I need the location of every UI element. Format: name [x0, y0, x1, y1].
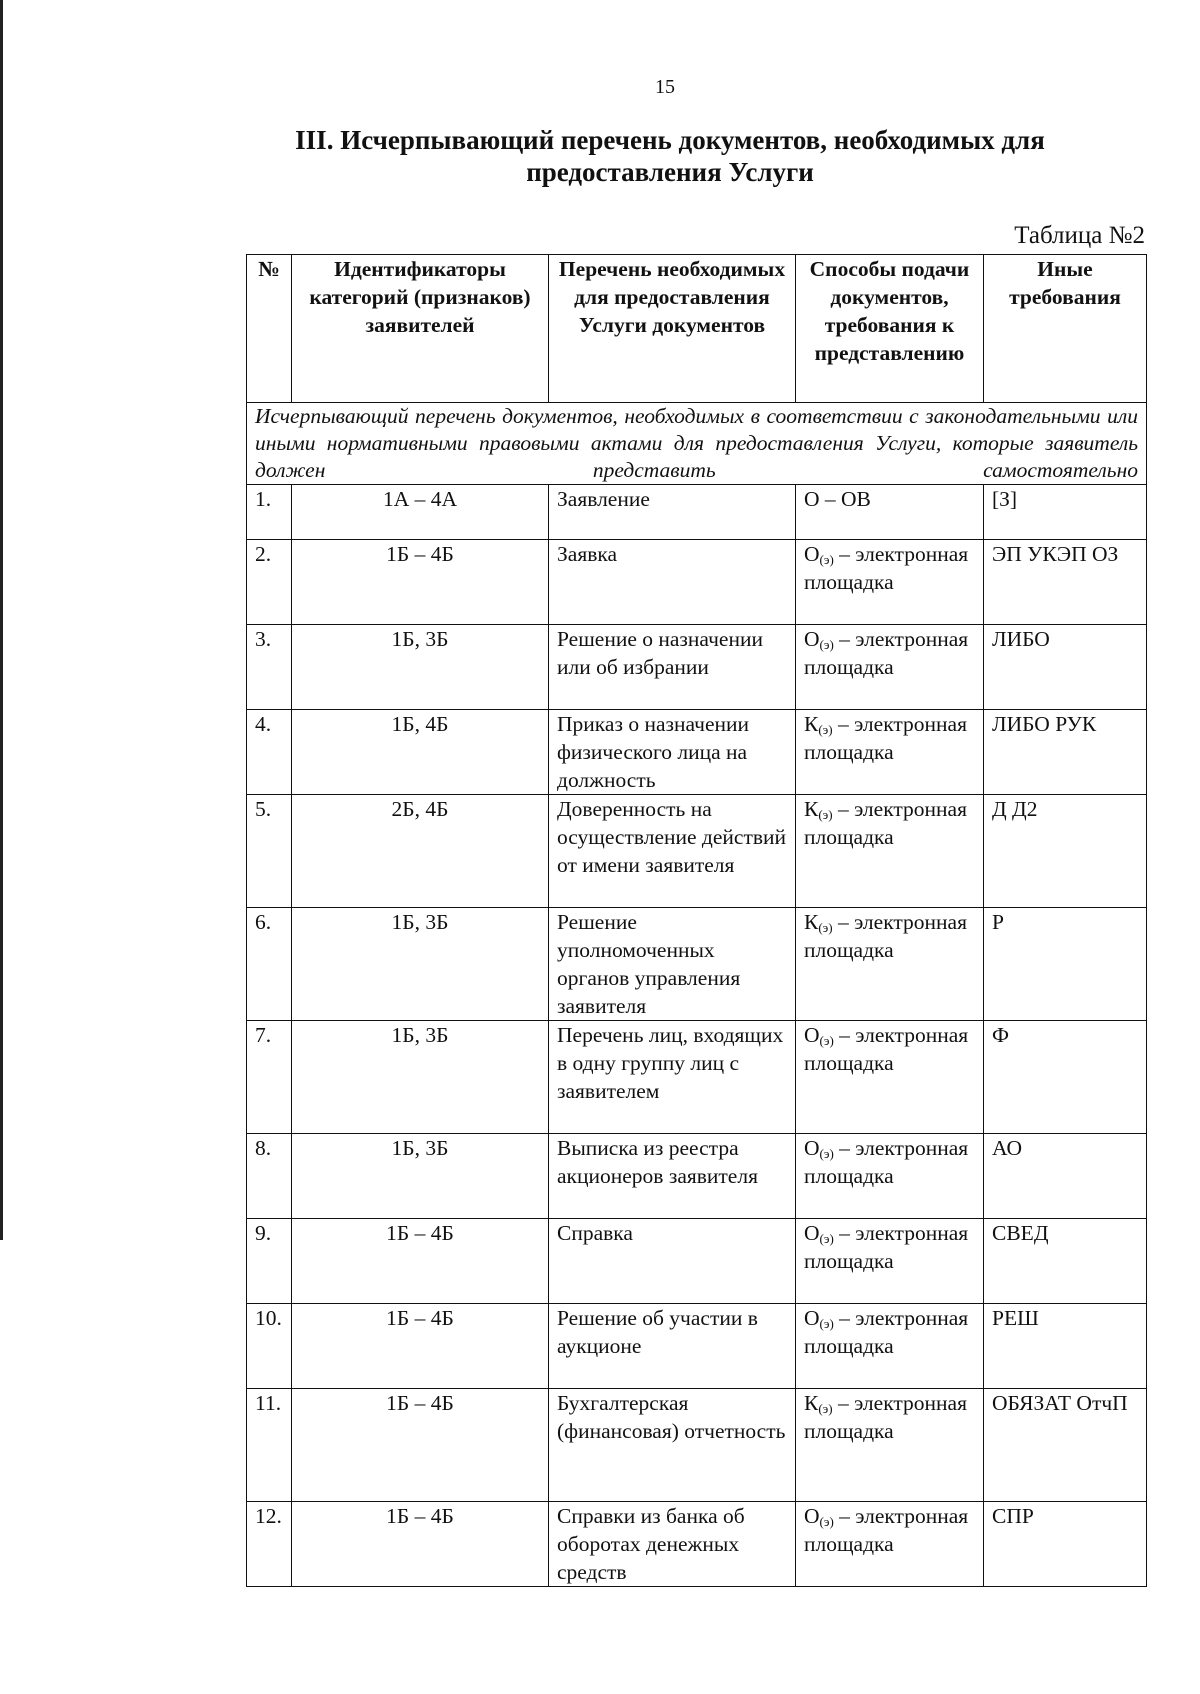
method-code: О: [804, 1504, 820, 1528]
method-subscript: (э): [819, 1316, 834, 1331]
row-other-requirements: ЛИБО: [984, 625, 1147, 710]
row-document: Решение об участии в аукционе: [549, 1304, 796, 1389]
table-row: [247, 1304, 1147, 1389]
row-categories: 1Б, 3Б: [292, 1134, 549, 1219]
table-row: [247, 908, 1147, 1021]
documents-table: [246, 254, 1147, 1587]
row-document: Перечень лиц, входящих в одну группу лиц с заявителем: [549, 1021, 796, 1134]
method-subscript: (э): [818, 722, 833, 737]
row-document: Доверенность на осуществление действий от имени заявителя: [549, 795, 796, 908]
row-number: 6.: [247, 908, 292, 1021]
header-documents: Перечень необходимых для предоставления Услуги документов: [549, 255, 796, 403]
row-method: [796, 1304, 984, 1389]
row-categories: 1Б, 3Б: [292, 625, 549, 710]
section-intro-row: [247, 403, 1147, 485]
row-document: Справки из банка об оборотах денежных средств: [549, 1502, 796, 1587]
row-number: 8.: [247, 1134, 292, 1219]
row-method: [796, 1134, 984, 1219]
heading-line-1: III. Исчерпывающий перечень документов, необходимых для: [295, 125, 1045, 155]
method-description: – электронная площадка: [804, 910, 967, 962]
row-categories: 2Б, 4Б: [292, 795, 549, 908]
row-number: 7.: [247, 1021, 292, 1134]
table-label: Таблица №2: [1014, 222, 1145, 249]
method-description: – электронная площадка: [804, 542, 969, 594]
method-description: – электронная площадка: [804, 1391, 967, 1443]
method-subscript: (э): [819, 1514, 834, 1529]
section-heading: [245, 124, 1095, 188]
table-row: [247, 540, 1147, 625]
table-row: [247, 625, 1147, 710]
row-categories: 1Б – 4Б: [292, 1389, 549, 1502]
method-description: – электронная площадка: [804, 627, 969, 679]
header-categories: Идентификаторы категорий (признаков) заявителей: [292, 255, 549, 403]
row-categories: 1А – 4А: [292, 485, 549, 540]
method-description: – электронная площадка: [804, 1136, 969, 1188]
row-method: [796, 908, 984, 1021]
method-code: О: [804, 542, 820, 566]
header-num: №: [247, 255, 292, 403]
row-other-requirements: ОБЯЗАТ ОтчП: [984, 1389, 1147, 1502]
header-methods: Способы подачи документов, требования к представлению: [796, 255, 984, 403]
row-number: 3.: [247, 625, 292, 710]
row-number: 4.: [247, 710, 292, 795]
row-other-requirements: РЕШ: [984, 1304, 1147, 1389]
method-code: О: [804, 1136, 820, 1160]
row-other-requirements: [З]: [984, 485, 1147, 540]
row-number: 9.: [247, 1219, 292, 1304]
method-code: К: [804, 712, 819, 736]
row-other-requirements: Р: [984, 908, 1147, 1021]
row-categories: 1Б – 4Б: [292, 1502, 549, 1587]
method-subscript: (э): [819, 552, 834, 567]
row-document: Выписка из реестра акционеров заявителя: [549, 1134, 796, 1219]
method-code: О: [804, 1023, 820, 1047]
row-number: 1.: [247, 485, 292, 540]
table-row: [247, 710, 1147, 795]
row-number: 10.: [247, 1304, 292, 1389]
method-description: – электронная площадка: [804, 1504, 969, 1556]
method-subscript: (э): [819, 1146, 834, 1161]
method-subscript: (э): [819, 637, 834, 652]
section-intro: Исчерпывающий перечень документов, необходимых в соответствии с законодательными или иными нормативными правовыми актами для предоставления Услуги, которые заявитель должен представить самостоятельно: [247, 403, 1147, 485]
method-subscript: (э): [818, 920, 833, 935]
row-categories: 1Б – 4Б: [292, 1219, 549, 1304]
row-categories: 1Б, 3Б: [292, 908, 549, 1021]
row-categories: 1Б, 3Б: [292, 1021, 549, 1134]
method-description: – электронная площадка: [804, 1306, 969, 1358]
row-method: [796, 1219, 984, 1304]
table-row: [247, 1219, 1147, 1304]
row-number: 5.: [247, 795, 292, 908]
row-document: Заявление: [549, 485, 796, 540]
method-subscript: (э): [819, 1231, 834, 1246]
page-number: 15: [655, 76, 675, 98]
method-code: К: [804, 1391, 819, 1415]
row-other-requirements: ЭП УКЭП ОЗ: [984, 540, 1147, 625]
table-row: [247, 1021, 1147, 1134]
row-number: 12.: [247, 1502, 292, 1587]
table-row: [247, 1502, 1147, 1587]
row-other-requirements: СПР: [984, 1502, 1147, 1587]
row-other-requirements: Д Д2: [984, 795, 1147, 908]
row-method: [796, 625, 984, 710]
row-document: Приказ о назначении физического лица на должность: [549, 710, 796, 795]
method-description: – электронная площадка: [804, 1023, 969, 1075]
row-categories: 1Б, 4Б: [292, 710, 549, 795]
row-other-requirements: СВЕД: [984, 1219, 1147, 1304]
table-header-row: [247, 255, 1147, 403]
method-subscript: (э): [818, 1401, 833, 1416]
row-other-requirements: АО: [984, 1134, 1147, 1219]
row-method: [796, 1502, 984, 1587]
row-method: [796, 1389, 984, 1502]
row-categories: 1Б – 4Б: [292, 540, 549, 625]
row-method: [796, 1021, 984, 1134]
row-method: [796, 710, 984, 795]
table-row: [247, 1134, 1147, 1219]
method-subscript: (э): [819, 1033, 834, 1048]
method-code: О: [804, 1306, 820, 1330]
method-description: – электронная площадка: [804, 712, 967, 764]
method-code: О: [804, 1221, 820, 1245]
row-document: Бухгалтерская (финансовая) отчетность: [549, 1389, 796, 1502]
method-subscript: (э): [818, 807, 833, 822]
header-other: Иные требования: [984, 255, 1147, 403]
method-description: – электронная площадка: [804, 797, 967, 849]
row-document: Решение о назначении или об избрании: [549, 625, 796, 710]
heading-line-2: предоставления Услуги: [526, 157, 814, 187]
row-document: Заявка: [549, 540, 796, 625]
row-other-requirements: ЛИБО РУК: [984, 710, 1147, 795]
method-code: О: [804, 627, 820, 651]
row-other-requirements: Ф: [984, 1021, 1147, 1134]
row-document: Решение уполномоченных органов управления заявителя: [549, 908, 796, 1021]
row-method: [796, 540, 984, 625]
scan-edge: [0, 0, 3, 1240]
method-description: – электронная площадка: [804, 1221, 969, 1273]
method-code: К: [804, 797, 819, 821]
row-method: [796, 485, 984, 540]
table-row: [247, 1389, 1147, 1502]
method-code: О – ОВ: [804, 487, 871, 511]
table-row: [247, 485, 1147, 540]
row-number: 11.: [247, 1389, 292, 1502]
row-categories: 1Б – 4Б: [292, 1304, 549, 1389]
method-code: К: [804, 910, 819, 934]
table-row: [247, 795, 1147, 908]
row-method: [796, 795, 984, 908]
row-number: 2.: [247, 540, 292, 625]
row-document: Справка: [549, 1219, 796, 1304]
